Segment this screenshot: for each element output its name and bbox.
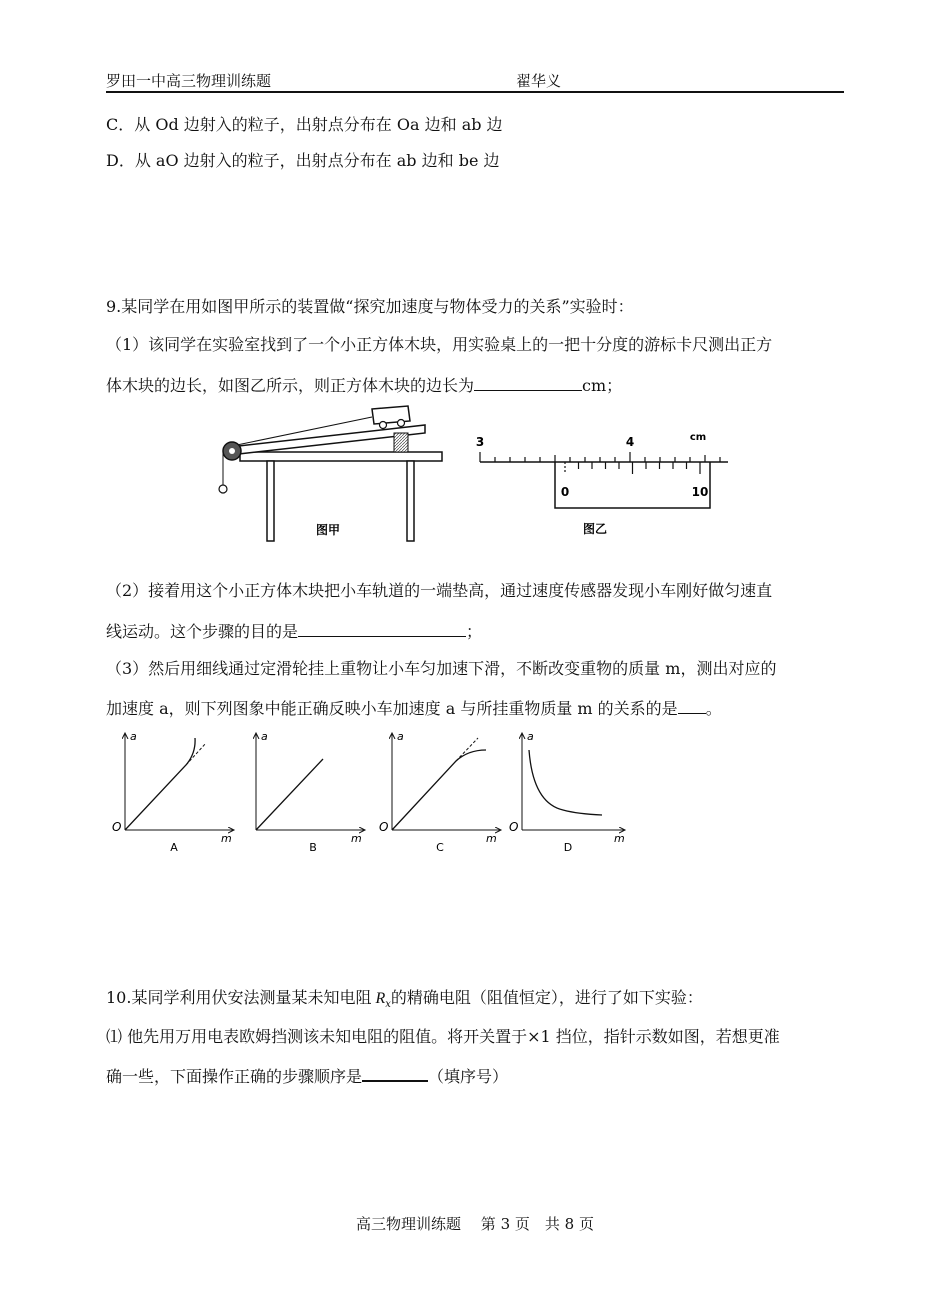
q10-resistor-symbol: R: [375, 990, 386, 1007]
main-scale-unit: cm: [689, 432, 707, 443]
graph-a: [112, 730, 234, 854]
graph-c-x-label: m: [486, 832, 497, 845]
graph-d-y-label: a: [527, 730, 534, 743]
q10-part1-line1: ⑴ 他先用万用电表欧姆挡测该未知电阻的阻值。将开关置于×1 挡位，指针示数如图，若想更准: [106, 1027, 780, 1046]
q9-part1-line2: [106, 373, 622, 396]
graph-a-curve: [125, 738, 195, 830]
q10-stem-text: 10.某同学利用伏安法测量某未知电阻: [106, 988, 372, 1007]
graph-c: [379, 730, 501, 854]
graph-b-y-label: a: [261, 730, 268, 743]
graph-a-origin: O: [112, 820, 122, 834]
q9-part2-line1: （2）接着用这个小正方体木块把小车轨道的一端垫高，通过速度传感器发现小车刚好做匀速直: [106, 581, 773, 600]
figure-yi-label: 图乙: [582, 522, 608, 536]
graph-a-y-label: a: [130, 730, 137, 743]
graph-c-origin: O: [379, 820, 389, 834]
pulley-axle: [229, 448, 235, 454]
graph-c-y-label: a: [397, 730, 404, 743]
graph-c-label: C: [436, 841, 444, 854]
q9-stem: 9.某同学在用如图甲所示的装置做“探究加速度与物体受力的关系”实验时：: [106, 297, 634, 316]
header-left: 罗田一中高三物理训练题: [106, 72, 272, 90]
graph-d-label: D: [563, 841, 573, 854]
q10-stem-text-end: 的精确电阻（阻值恒定），进行了如下实验：: [390, 988, 703, 1007]
q9-part2-text: 线运动。这个步骤的目的是: [106, 622, 299, 641]
q9-part3-end: 。: [705, 699, 722, 718]
vernier-label-0: 0: [560, 485, 570, 499]
caliper-scales: [480, 452, 728, 508]
q10-part1-text: 确一些，下面操作正确的步骤顺序是: [106, 1067, 363, 1086]
cart-wheel-right: [398, 420, 405, 427]
option-c: C．从 Od 边射入的粒子，出射点分布在 Oa 边和 ab 边: [106, 115, 503, 134]
q9-part1-line1: （1）该同学在实验室找到了一个小正方体木块，用实验桌上的一把十分度的游标卡尺测出正方: [106, 335, 773, 354]
graph-a-label: A: [170, 841, 178, 854]
answer-blank-purpose[interactable]: [298, 622, 466, 637]
q9-part3-text: 加速度 a，则下列图象中能正确反映小车加速度 a 与所挂重物质量 m 的关系的是: [106, 699, 678, 718]
q9-part2-line2: [106, 619, 482, 642]
figure-jia-apparatus: [210, 400, 450, 550]
graph-d-curve: [529, 750, 602, 815]
q10-part1-end: （填序号）: [428, 1067, 509, 1086]
answer-blank-edge-length[interactable]: [474, 376, 582, 391]
hanging-weight: [219, 485, 227, 493]
q9-part3-line2: [106, 696, 722, 719]
graph-b-label: B: [309, 841, 317, 854]
q10-part1-line2: [106, 1064, 508, 1087]
cart-wheel-left: [380, 422, 387, 429]
q9-part1-text: 体木块的边长，如图乙所示，则正方体木块的边长为: [106, 376, 475, 395]
main-scale-label-3: 3: [475, 435, 485, 449]
main-scale-label-4: 4: [625, 435, 635, 449]
q9-part3-line1: （3）然后用细线通过定滑轮挂上重物让小车匀加速下滑，不断改变重物的质量 m，测出对应的: [106, 659, 777, 678]
graph-b-x-label: m: [351, 832, 362, 845]
wood-block: [394, 433, 408, 452]
graph-a-x-label: m: [221, 832, 232, 845]
page-footer: 高三物理训练题 第 3 页 共 8 页: [356, 1215, 594, 1233]
graph-d-origin: O: [509, 820, 519, 834]
graph-d-x-label: m: [614, 832, 625, 845]
graph-options: [108, 728, 638, 858]
q10-resistor-subscript: x: [385, 999, 391, 1011]
header-rule: [106, 91, 844, 93]
option-d: D．从 aO 边射入的粒子，出射点分布在 ab 边和 be 边: [106, 151, 500, 170]
q9-part1-unit: cm；: [582, 376, 623, 395]
vernier-label-10: 10: [691, 485, 709, 499]
header-right: 翟华义: [516, 72, 562, 90]
answer-blank-graph-choice[interactable]: [678, 699, 706, 714]
q10-stem: [106, 985, 703, 1010]
figure-jia-label: 图甲: [315, 523, 341, 537]
q9-part2-end: ；: [466, 622, 483, 641]
figure-yi-caliper: [470, 428, 740, 540]
graph-b-line: [256, 759, 323, 830]
graph-c-curve: [392, 750, 486, 830]
table-top: [240, 452, 442, 461]
graph-d: [509, 730, 625, 854]
table-leg-left: [267, 461, 274, 541]
graph-b: [256, 730, 365, 854]
table-leg-right: [407, 461, 414, 541]
answer-blank-step-order[interactable]: [362, 1066, 428, 1082]
